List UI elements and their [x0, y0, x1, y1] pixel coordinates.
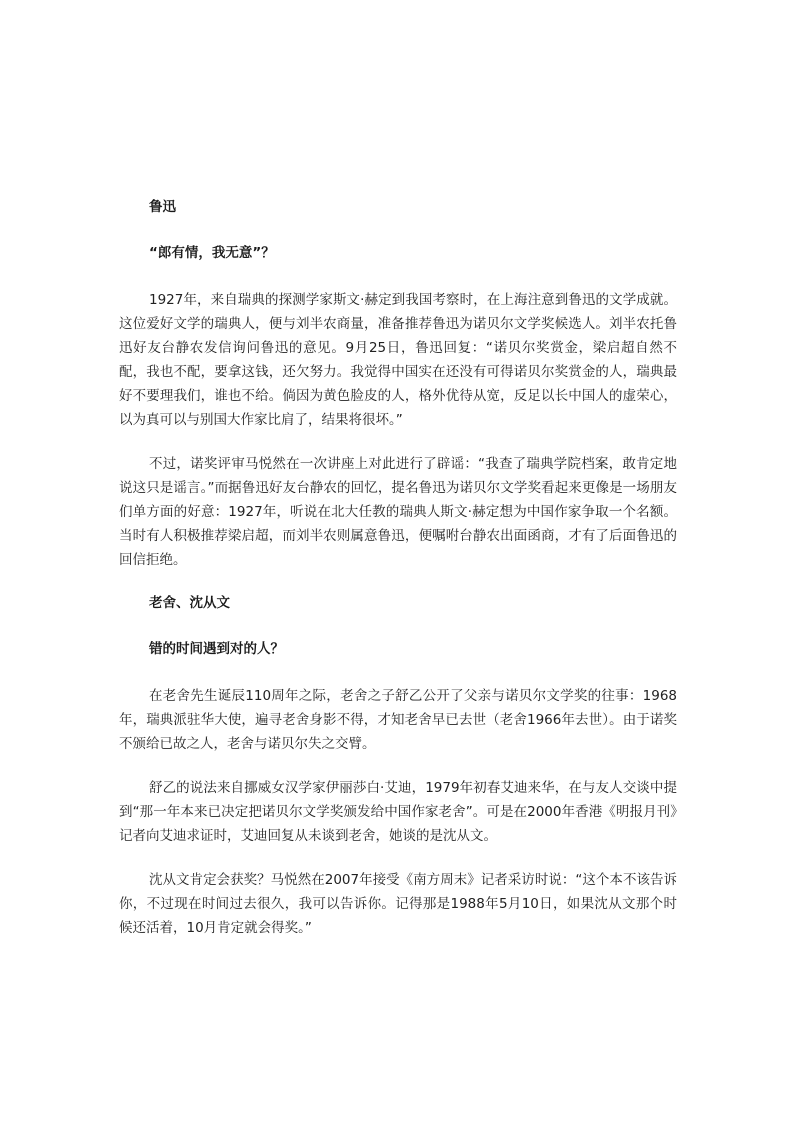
document-body: [119, 196, 677, 940]
paragraph: 1927年，来自瑞典的探测学家斯文·赫定到我国考察时，在上海注意到鲁迅的文学成就。这位爱好文学的瑞典人，便与刘半农商量，准备推荐鲁迅为诺贝尔文学奖候选人。刘半农托鲁迅好友台静农发信询问鲁迅的意见。9月25日，鲁迅回复：“诺贝尔奖赏金，梁启超自然不配，我也不配，要拿这钱，还欠努力。我觉得中国实在还没有可得诺贝尔奖赏金的人，瑞典最好不要理我们，谁也不给。倘因为黄色脸皮的人，格外优待从宽，反足以长中国人的虚荣心，以为真可以与别国大作家比肩了，结果将很坏。”: [119, 292, 677, 428]
section-subheading-laoshe-shencongwen: 错的时间遇到对的人？: [149, 641, 284, 657]
paragraph: 沈从文肯定会获奖？马悦然在2007年接受《南方周末》记者采访时说：“这个本不该告诉你，不过现在时间过去很久，我可以告诉你。记得那是1988年5月10日，如果沈从文那个时候还活着，10月肯定就会得奖。”: [119, 872, 677, 936]
paragraph: 舒乙的说法来自挪威女汉学家伊丽莎白·艾迪，1979年初春艾迪来华，在与友人交谈中提到“那一年本来已决定把诺贝尔文学奖颁发给中国作家老舍”。可是在2000年香港《明报月刊》记者向艾迪求证时，艾迪回复从未谈到老舍，她谈的是沈从文。: [119, 780, 677, 844]
section-heading-laoshe-shencongwen: 老舍、沈从文: [149, 595, 230, 611]
paragraph: 不过，诺奖评审马悦然在一次讲座上对此进行了辟谣：“我查了瑞典学院档案，敢肯定地说这只是谣言。”而据鲁迅好友台静农的回忆，提名鲁迅为诺贝尔文学奖看起来更像是一场朋友们单方面的好意：1927年，听说在北大任教的瑞典人斯文·赫定想为中国作家争取一个名额。当时有人积极推荐梁启超，而刘半农则属意鲁迅，便嘱咐台静农出面函商，才有了后面鲁迅的回信拒绝。: [119, 456, 677, 568]
paragraph: 在老舍先生诞辰110周年之际，老舍之子舒乙公开了父亲与诺贝尔文学奖的往事：1968年，瑞典派驻华大使，遍寻老舍身影不得，才知老舍早已去世（老舍1966年去世）。由于诺奖不颁给已故之人，老舍与诺贝尔失之交臂。: [119, 688, 677, 752]
section-heading-luxun: 鲁迅: [149, 199, 176, 215]
section-subheading-luxun: “郎有情，我无意”？: [149, 245, 275, 261]
